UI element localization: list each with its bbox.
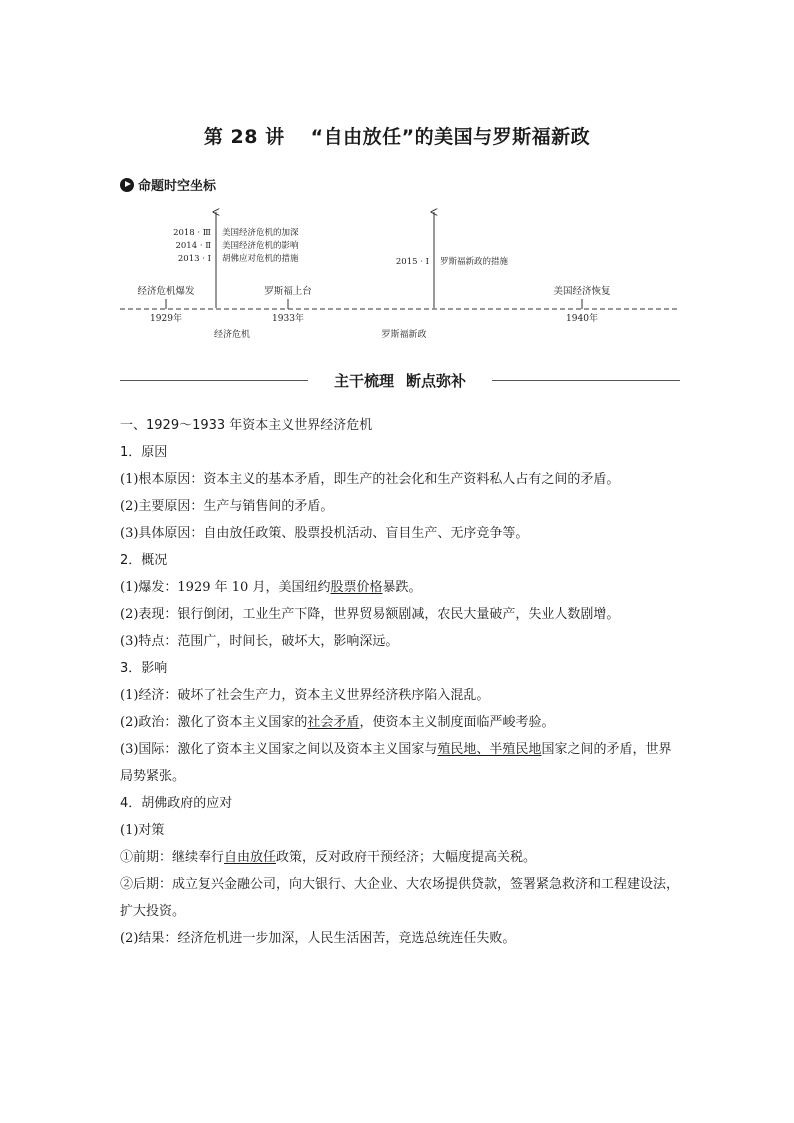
overview-item-1 <box>120 574 680 601</box>
timeline-heading <box>120 175 216 194</box>
divider-line-right <box>492 380 680 381</box>
cause-heading: 1．原因 <box>120 445 168 460</box>
event-recovery: 美国经济恢复 <box>553 286 611 297</box>
hoover-heading: 4．胡佛政府的应对 <box>120 796 233 811</box>
exam-year-2: 2014 · Ⅱ <box>175 241 211 251</box>
divider-part2: 断点弥补 <box>406 372 467 390</box>
overview-item-2: (2)表现：银行倒闭，工业生产下降，世界贸易额剧减，农民大量破产，失业人数剧增。 <box>120 607 620 622</box>
lecture-number: 第 28 讲 <box>203 126 285 148</box>
hoover-result: (2)结果：经济危机进一步加深，人民生活困苦，竞选总统连任失败。 <box>120 931 516 946</box>
hoover-early-post: 政策，反对政府干预经济；大幅度提高关税。 <box>276 850 537 865</box>
hoover-policy-heading: (1)对策 <box>120 823 165 838</box>
year-1940: 1940年 <box>566 314 598 324</box>
cause-item-2: (2)主要原因：生产与销售间的矛盾。 <box>120 499 334 514</box>
event-crisis-outbreak: 经济危机爆发 <box>137 286 195 297</box>
exam-topic-2: 美国经济危机的影响 <box>222 241 299 251</box>
timeline-diagram <box>118 200 682 345</box>
play-circle-icon <box>120 178 134 192</box>
hoover-early <box>120 844 680 871</box>
section-heading: 一、1929～1933 年资本主义世界经济危机 <box>120 418 373 433</box>
year-1933: 1933年 <box>272 314 304 324</box>
impact-item-1: (1)经济：破坏了社会生产力，资本主义世界经济秩序陷入混乱。 <box>120 688 490 703</box>
exam-topic-3: 胡佛应对危机的措施 <box>222 254 299 264</box>
period-crisis: 经济危机 <box>213 330 251 340</box>
impact-heading: 3．影响 <box>120 661 168 676</box>
cause-item-1: (1)根本原因：资本主义的基本矛盾，即生产的社会化和生产资料私人占有之间的矛盾。 <box>120 472 620 487</box>
overview-heading: 2．概况 <box>120 553 168 568</box>
lecture-topic: “自由放任”的美国与罗斯福新政 <box>310 126 591 148</box>
impact-item-3-pre: (3)国际：激化了资本主义国家之间以及资本主义国家与 <box>120 742 438 757</box>
exam-topic-newdeal: 罗斯福新政的措施 <box>440 257 509 267</box>
exam-topic-1: 美国经济危机的加深 <box>222 228 299 238</box>
hoover-late: ②后期：成立复兴金融公司，向大银行、大企业、大农场提供贷款，签署紧急救济和工程建设法，扩大投资。 <box>120 877 680 919</box>
hoover-early-key: 自由放任 <box>224 850 277 865</box>
exam-year-1: 2018 · Ⅲ <box>173 228 211 238</box>
overview-item-3: (3)特点：范围广，时间长，破坏大，影响深远。 <box>120 634 399 649</box>
section-divider <box>120 370 680 390</box>
impact-item-2-key: 社会矛盾 <box>307 715 360 730</box>
divider-part1: 主干梳理 <box>333 372 394 390</box>
impact-item-2 <box>120 709 680 736</box>
overview-item-1-key: 股票价格 <box>330 580 383 595</box>
page-title <box>0 122 794 149</box>
hoover-early-pre: ①前期：继续奉行 <box>120 850 225 865</box>
impact-item-3 <box>120 736 680 790</box>
timeline-heading-label: 命题时空坐标 <box>138 179 217 194</box>
event-roosevelt: 罗斯福上台 <box>264 286 312 297</box>
impact-item-2-post: ，使资本主义制度面临严峻考验。 <box>359 715 555 730</box>
overview-item-1-pre: (1)爆发：1929 年 10 月，美国纽约 <box>120 580 331 595</box>
cause-item-3: (3)具体原因：自由放任政策、股票投机活动、盲目生产、无序竞争等。 <box>120 526 529 541</box>
exam-year-3: 2013 · Ⅰ <box>177 254 211 264</box>
period-newdeal: 罗斯福新政 <box>381 330 427 340</box>
main-content <box>120 412 680 952</box>
exam-year-newdeal: 2015 · Ⅰ <box>395 257 429 267</box>
overview-item-1-post: 暴跌。 <box>382 580 422 595</box>
impact-item-3-post: 国家之间的矛盾，世界局势紧张。 <box>120 742 672 784</box>
impact-item-2-pre: (2)政治：激化了资本主义国家的 <box>120 715 308 730</box>
impact-item-3-key: 殖民地、半殖民地 <box>437 742 542 757</box>
year-1929: 1929年 <box>150 314 182 324</box>
